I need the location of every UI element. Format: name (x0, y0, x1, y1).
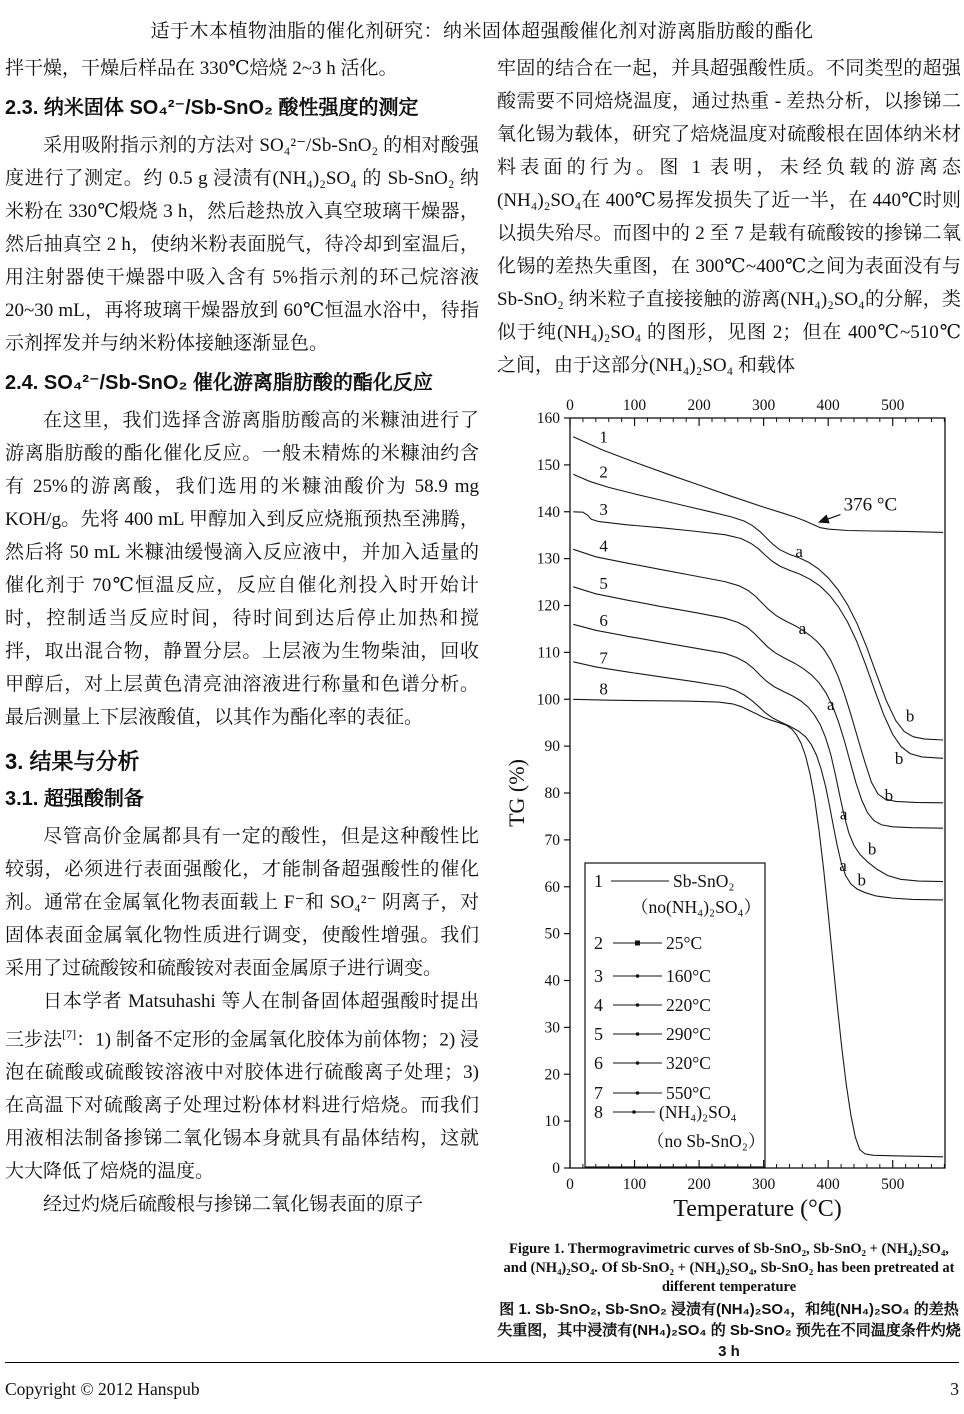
page-number: 3 (950, 1379, 959, 1399)
svg-text:6: 6 (599, 611, 608, 631)
paragraph-2-4: 在这里，我们选择含游离脂肪酸高的米糠油进行了游离脂肪酸的酯化催化反应。一般未精炼的米糠油约含有 25%的游离酸，我们选用的米糠油酸价为 58.9 mg KOH/g。先将 400 mL 甲醇加入到反应烧瓶预热至沸腾，然后将 50 mL 米糠油缓慢滴入反应液中，并加入适量的催化剂于 70℃恒温反应，反应自催化剂投入时开始计时，控制适当反应时间，待时间到达后停止加热和搅拌，取出混合物，静置分层。上层液为生物柴油，回收甲醇后，对上层黄色清亮油溶液进行称量和色谱分析。最后测量上下层液酸值，以其作为酯化率的表征。 (5, 410, 479, 728)
svg-text:(NH₄)₂SO₄: (NH₄)₂SO₄ (659, 1102, 737, 1122)
paragraph-3-1-b-text: 日本学者 Matsuhashi 等人在制备固体超强酸时提出三步法 (5, 991, 479, 1051)
svg-text:60: 60 (544, 878, 560, 896)
svg-text:40: 40 (544, 972, 560, 990)
page-title: 适于木本植物油脂的催化剂研究：纳米固体超强酸催化剂对游离脂肪酸的酯化 (150, 21, 814, 42)
copyright-text: Copyright © 2012 Hanspub (5, 1379, 200, 1399)
tg-curve-4 (573, 549, 943, 803)
svg-text:2: 2 (594, 933, 603, 953)
svg-text:110: 110 (537, 644, 560, 662)
paragraph-3-1-b (5, 985, 479, 1188)
svg-text:4: 4 (594, 995, 603, 1015)
svg-text:500: 500 (881, 397, 905, 414)
svg-text:7: 7 (594, 1083, 603, 1103)
svg-text:25°C: 25°C (666, 933, 703, 953)
svg-text:160°C: 160°C (666, 966, 711, 986)
svg-text:400: 400 (816, 397, 840, 414)
section-heading-2-3: 2.3. 纳米固体 SO₄²⁻/Sb-SnO₂ 酸性强度的测定 (5, 97, 419, 119)
svg-text:5: 5 (599, 574, 608, 594)
paragraph-2-3: 采用吸附指示剂的方法对 SO₄²⁻/Sb-SnO₂ 的相对酸强度进行了测定。约 0.5 g 浸渍有(NH₄)₂SO₄ 的 Sb-SnO₂ 纳米粉在 330℃煅烧 3 h，然后趁热放入真空玻璃干燥器，然后抽真空 2 h，使纳米粉表面脱气，待冷却到室温后，用注射器使干燥器中吸入含有 5%指示剂的环己烷溶液 20~30 mL，再将玻璃干燥器放到 60℃恒温水浴中，待指示剂挥发并与纳米粉体接触逐渐显色。 (5, 135, 479, 354)
right-column (497, 52, 961, 1362)
svg-text:10: 10 (544, 1113, 560, 1131)
reference-7-superscript: [7] (62, 1027, 77, 1041)
svg-text:80: 80 (544, 785, 560, 802)
figure-1 (497, 385, 961, 1362)
svg-text:6: 6 (594, 1053, 603, 1073)
tg-curve-7 (573, 662, 943, 900)
svg-text:a: a (839, 855, 847, 875)
svg-text:1: 1 (599, 427, 608, 447)
figure-1-caption-chinese: 图 1. Sb-SnO₂, Sb-SnO₂ 浸渍有(NH₄)₂SO₄，和纯(NH₄)₂SO₄ 的差热失重图，其中浸渍有(NH₄)₂SO₄ 的 Sb-SnO₂ 预先在不同温度条件灼烧 3 h (497, 1301, 961, 1360)
svg-text:150: 150 (536, 456, 560, 474)
svg-text:（no Sb-SnO₂）: （no Sb-SnO₂） (647, 1131, 766, 1151)
svg-text:0: 0 (552, 1160, 560, 1177)
svg-text:a: a (826, 695, 835, 715)
svg-text:50: 50 (544, 925, 560, 943)
two-column-layout (5, 52, 961, 1362)
figure-1-chart (497, 385, 961, 1227)
left-column (5, 52, 479, 1362)
svg-text:0: 0 (566, 397, 574, 414)
paragraph-3-1-a: 尽管高价金属都具有一定的酸性，但是这种酸性比较弱，必须进行表面强酸化，才能制备超强酸性的催化剂。通常在金属氧化物表面载上 F⁻和 SO₄²⁻ 阴离子，对固体表面金属氧化物性质进行调变，使酸性增强。我们采用了过硫酸铵和硫酸铵对表面金属原子进行调变。 (5, 826, 479, 979)
paragraph-3-1-b-rest: ：1) 制备不定形的金属氧化胶体为前体物；2) 浸泡在硫酸或硫酸铵溶液中对胶体进行硫酸离子处理；3) 在高温下对硫酸离子处理过粉体材料进行焙烧。而我们用液相法制备掺锑二氧化锡本身就具有晶体结构，这就大大降低了焙烧的温度。 (5, 1029, 479, 1183)
svg-text:70: 70 (544, 831, 560, 849)
svg-text:200: 200 (687, 1176, 711, 1193)
section-heading-2-4: 2.4. SO₄²⁻/Sb-SnO₂ 催化游离脂肪酸的酯化反应 (5, 372, 433, 394)
section-heading-3-1: 3.1. 超强酸制备 (5, 788, 144, 810)
svg-text:100: 100 (622, 397, 647, 414)
svg-text:b: b (905, 706, 915, 726)
paragraph-right-1: 牢固的结合在一起，并具超强酸性质。不同类型的超强酸需要不同焙烧温度，通过热重 - 差热分析，以掺锑二氧化锡为载体，研究了焙烧温度对硫酸根在固体纳米材料表面的行为。图 1 表明，未经负载的游离态(NH₄)₂SO₄在 400℃易挥发损失了近一半，在 440℃时则以损失殆尽。而图中的 2 至 7 是载有硫酸铵的掺锑二氧化锡的差热失重图，在 300℃~400℃之间为表面没有与 Sb-SnO₂ 纳米粒子直接接触的游离(NH₄)₂SO₄的分解，类似于纯(NH₄)₂SO₄ 的图形，见图 2；但在 400℃~510℃之间，由于这部分(NH₄)₂SO₄ 和载体 (497, 58, 961, 376)
svg-text:100: 100 (536, 691, 560, 709)
svg-text:100: 100 (622, 1176, 647, 1193)
svg-text:0: 0 (566, 1176, 574, 1193)
svg-text:7: 7 (599, 648, 608, 668)
svg-text:3: 3 (599, 500, 608, 520)
svg-text:1: 1 (594, 871, 603, 891)
page-footer (5, 1362, 959, 1400)
svg-text:b: b (884, 785, 894, 805)
svg-text:a: a (839, 804, 848, 824)
svg-text:320°C: 320°C (666, 1053, 711, 1073)
svg-text:290°C: 290°C (666, 1024, 711, 1044)
svg-text:130: 130 (536, 550, 560, 568)
svg-text:500: 500 (881, 1176, 905, 1193)
svg-text:TG (%): TG (%) (504, 759, 529, 827)
svg-text:a: a (798, 619, 807, 639)
svg-text:220°C: 220°C (666, 995, 711, 1015)
svg-text:20: 20 (544, 1066, 560, 1084)
svg-text:400: 400 (816, 1176, 840, 1193)
svg-text:b: b (894, 748, 904, 768)
section-heading-3: 3. 结果与分析 (5, 749, 140, 774)
svg-text:b: b (857, 870, 866, 890)
figure-1-caption-english: Figure 1. Thermogravimetric curves of Sb-SnO₂, Sb-SnO₂ + (NH₄)₂SO₄, and (NH₄)₂SO₄. Of Sb-SnO₂ + (NH₄)₂SO₄, Sb-SnO₂ has been pretreated at different temperature (503, 1241, 955, 1295)
svg-text:5: 5 (594, 1024, 603, 1044)
svg-text:200: 200 (687, 397, 711, 414)
svg-text:2: 2 (599, 462, 608, 482)
svg-text:8: 8 (594, 1102, 603, 1122)
svg-text:3: 3 (594, 966, 603, 986)
tg-curve-3 (573, 512, 943, 759)
svg-text:300: 300 (752, 397, 776, 414)
svg-text:Temperature (°C): Temperature (°C) (673, 1196, 842, 1222)
svg-text:Sb-SnO₂: Sb-SnO₂ (673, 871, 735, 891)
svg-text:8: 8 (599, 679, 608, 699)
svg-text:4: 4 (599, 536, 608, 556)
paragraph-3-1-c: 经过灼烧后硫酸根与掺锑二氧化锡表面的原子 (43, 1194, 424, 1216)
svg-text:550°C: 550°C (666, 1083, 711, 1103)
svg-text:30: 30 (544, 1019, 560, 1037)
svg-text:160: 160 (536, 410, 560, 427)
svg-text:（no(NH₄)₂SO₄）: （no(NH₄)₂SO₄） (631, 897, 762, 917)
tg-curve-6 (573, 624, 943, 881)
svg-text:a: a (795, 541, 803, 561)
svg-text:90: 90 (544, 738, 560, 756)
svg-text:b: b (867, 839, 877, 859)
svg-text:140: 140 (536, 503, 560, 521)
svg-text:120: 120 (536, 597, 560, 615)
tg-curve-1 (573, 437, 943, 533)
svg-text:300: 300 (752, 1176, 776, 1193)
svg-text:376 °C: 376 °C (843, 494, 898, 516)
tg-curve-8 (573, 699, 943, 1157)
paragraph-continuation: 拌干燥，干燥后样品在 330℃焙烧 2~3 h 活化。 (5, 58, 398, 79)
